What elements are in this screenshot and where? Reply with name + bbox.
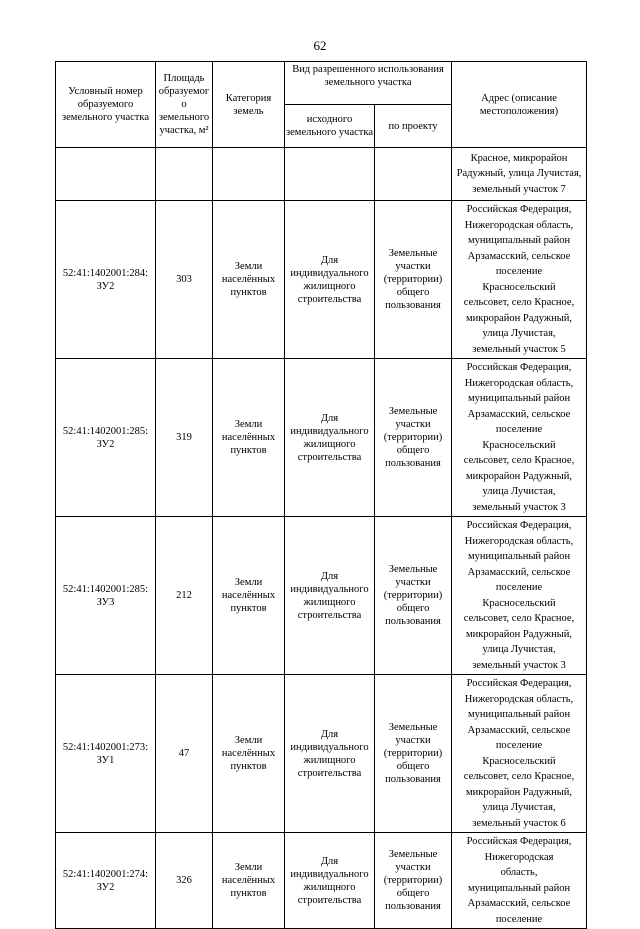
address-cell: Красное, микрорайон Радужный, улица Лучистая, земельный участок 7 [452, 148, 587, 201]
use-original-cell: Для индивидуального жилищного строительства [285, 201, 375, 359]
header-use-original: исходного земельного участка [285, 105, 375, 148]
land-plot-table [55, 61, 587, 929]
use-original-cell: Для индивидуального жилищного строительства [285, 359, 375, 517]
header-address: Адрес (описание местоположения) [452, 62, 587, 148]
use-project-cell: Земельные участки (территории) общего пользования [375, 517, 452, 675]
page-number: 62 [313, 38, 327, 53]
plot-number-cell: 52:41:1402001:273: ЗУ1 [56, 675, 156, 833]
table-row [56, 675, 587, 833]
use-project-cell: Земельные участки (территории) общего пользования [375, 201, 452, 359]
empty-cell [285, 148, 375, 201]
use-original-cell: Для индивидуального жилищного строительства [285, 675, 375, 833]
use-project-cell: Земельные участки (территории) общего пользования [375, 833, 452, 929]
area-cell: 212 [156, 517, 213, 675]
address-cell: Российская Федерация, Нижегородская область, муниципальный район Арзамасский, сельское поселение Красносельский сельсовет, село Красное, микрорайон Радужный, улица Лучистая, земельный участок 6 [452, 675, 587, 833]
plot-number-cell: 52:41:1402001:274: ЗУ2 [56, 833, 156, 929]
category-cell: Земли населённых пунктов [213, 201, 285, 359]
empty-cell [156, 148, 213, 201]
use-original-cell: Для индивидуального жилищного строительства [285, 833, 375, 929]
use-project-cell: Земельные участки (территории) общего пользования [375, 675, 452, 833]
plot-number-cell: 52:41:1402001:285: ЗУ3 [56, 517, 156, 675]
area-cell: 319 [156, 359, 213, 517]
continuation-row [56, 148, 587, 201]
empty-cell [213, 148, 285, 201]
category-cell: Земли населённых пунктов [213, 675, 285, 833]
plot-number-cell: 52:41:1402001:285: ЗУ2 [56, 359, 156, 517]
empty-cell [375, 148, 452, 201]
address-cell: Российская Федерация, Нижегородская область, муниципальный район Арзамасский, сельское поселение Красносельский сельсовет, село Красное, микрорайон Радужный, улица Лучистая, земельный участок 5 [452, 201, 587, 359]
table-header-row [56, 62, 587, 105]
use-project-cell: Земельные участки (территории) общего пользования [375, 359, 452, 517]
header-area: Площадь образуемого земельного участка, м² [156, 62, 213, 148]
address-cell: Российская Федерация, Нижегородская область, муниципальный район Арзамасский, сельское поселение Красносельский сельсовет, село Красное, микрорайон Радужный, улица Лучистая, земельный участок 3 [452, 359, 587, 517]
area-cell: 303 [156, 201, 213, 359]
address-cell: Российская Федерация, Нижегородская область, муниципальный район Арзамасский, сельское поселение Красносельский сельсовет, село Красное, микрорайон Радужный, улица Лучистая, земельный участок 3 [452, 517, 587, 675]
header-category: Категория земель [213, 62, 285, 148]
header-use-project: по проекту [375, 105, 452, 148]
category-cell: Земли населённых пунктов [213, 833, 285, 929]
table-row [56, 517, 587, 675]
table-row [56, 201, 587, 359]
use-original-cell: Для индивидуального жилищного строительства [285, 517, 375, 675]
area-cell: 326 [156, 833, 213, 929]
area-cell: 47 [156, 675, 213, 833]
address-cell: Российская Федерация, Нижегородская область, муниципальный район Арзамасский, сельское поселение [452, 833, 587, 929]
category-cell: Земли населённых пунктов [213, 359, 285, 517]
empty-cell [56, 148, 156, 201]
table-row [56, 359, 587, 517]
category-cell: Земли населённых пунктов [213, 517, 285, 675]
plot-number-cell: 52:41:1402001:284: ЗУ2 [56, 201, 156, 359]
header-plot-number: Условный номер образуемого земельного участка [56, 62, 156, 148]
table-row [56, 833, 587, 929]
header-permitted-use: Вид разрешенного использования земельного участка [285, 62, 452, 105]
